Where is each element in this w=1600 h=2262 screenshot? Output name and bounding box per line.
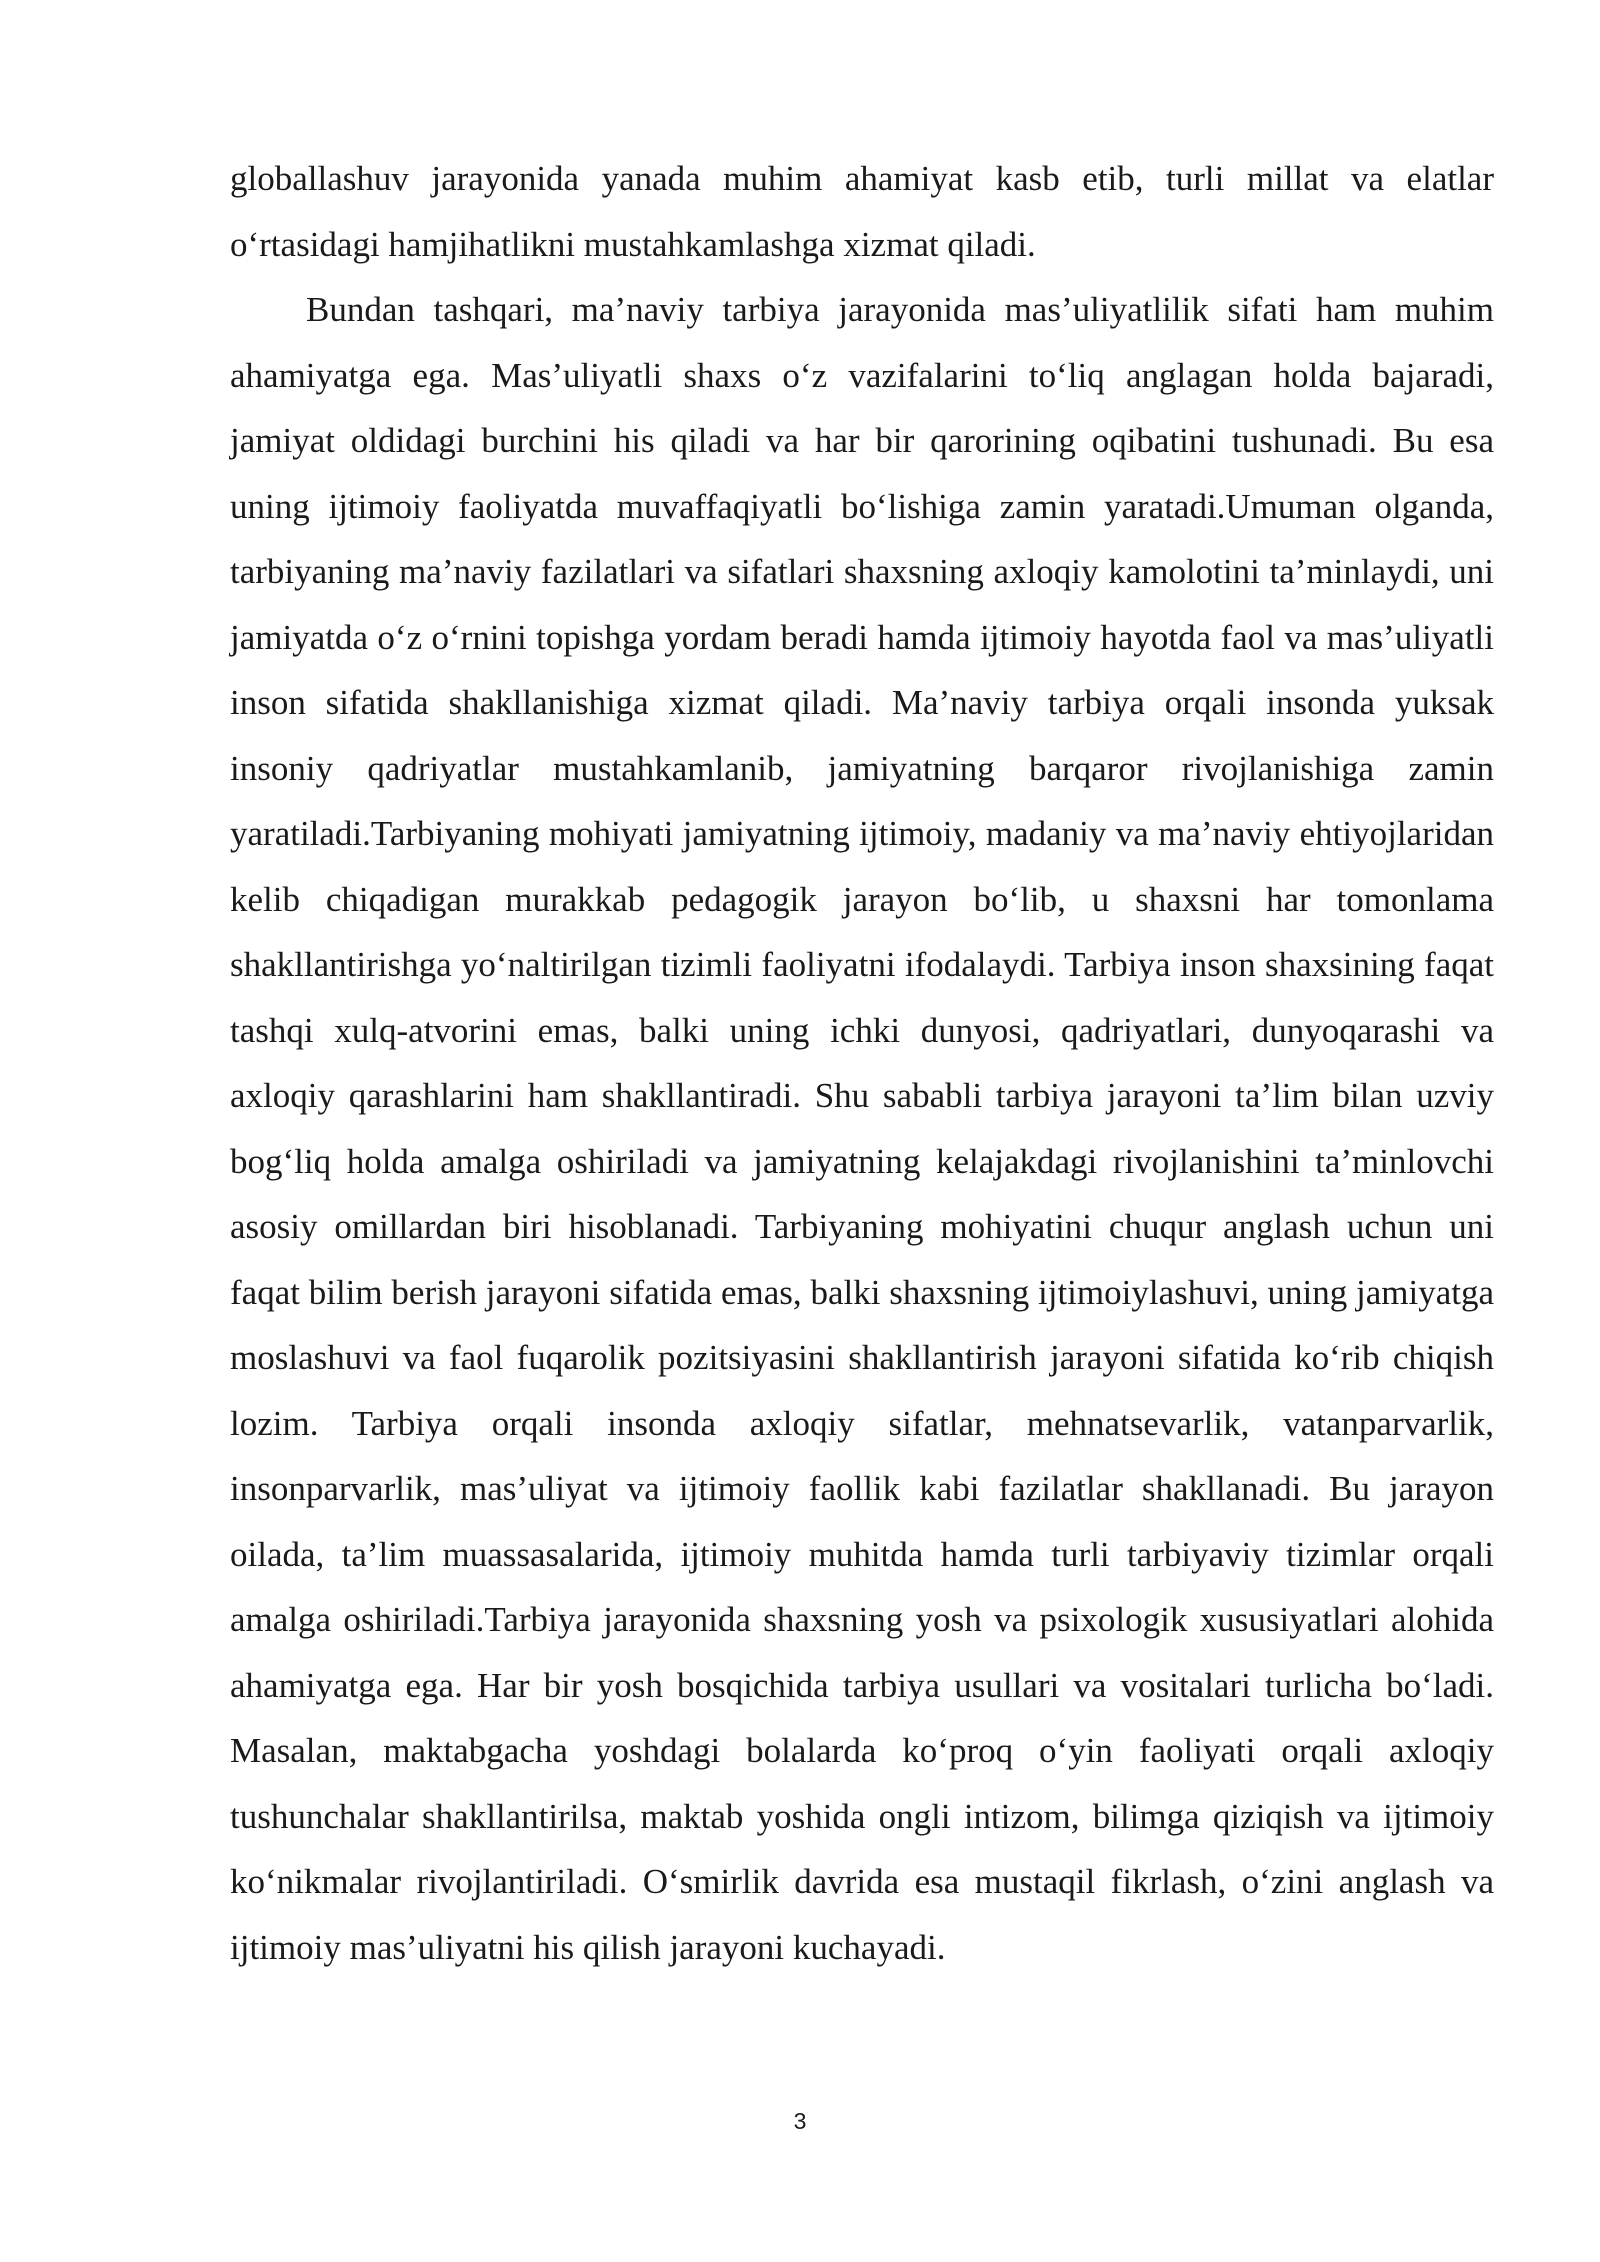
paragraph-continuation: globallashuv jarayonida yanada muhim ahamiyat kasb etib, turli millat va elatlar o‘rtasidagi hamjihatlikni mustahkamlashga xizmat qiladi. xyxy=(230,159,1494,264)
paragraph-main: Bundan tashqari, ma’naviy tarbiya jarayonida mas’uliyatlilik sifati ham muhim ahamiyatga ega. Mas’uliyatli shaxs o‘z vazifalarini to‘liq anglagan holda bajaradi, jamiyat oldidagi burchini his qiladi va har bir qarorining oqibatini tushunadi. Bu esa uning ijtimoiy faoliyatda muvaffaqiyatli bo‘lishiga zamin yaratadi.Umuman olganda, tarbiyaning ma’naviy fazilatlari va sifatlari shaxsning axloqiy kamolotini ta’minlaydi, uni jamiyatda o‘z o‘rnini topishga yordam beradi hamda ijtimoiy hayotda faol va mas’uliyatli inson sifatida shakllanishiga xizmat qiladi. Ma’naviy tarbiya orqali insonda yuksak insoniy qadriyatlar mustahkamlanib, jamiyatning barqaror rivojlanishiga zamin yaratiladi.Tarbiyaning mohiyati jamiyatning ijtimoiy, madaniy va ma’naviy ehtiyojlaridan kelib chiqadigan murakkab pedagogik jarayon bo‘lib, u shaxsni har tomonlama shakllantirishga yo‘naltirilgan tizimli faoliyatni ifodalaydi. Tarbiya inson shaxsining faqat tashqi xulq-atvorini emas, balki uning ichki dunyosi, qadriyatlari, dunyoqarashi va axloqiy qarashlarini ham shakllantiradi. Shu sababli tarbiya jarayoni ta’lim bilan uzviy bog‘liq holda amalga oshiriladi va jamiyatning kelajakdagi rivojlanishini ta’minlovchi asosiy omillardan biri hisoblanadi. Tarbiyaning mohiyatini chuqur anglash uchun uni faqat bilim berish jarayoni sifatida emas, balki shaxsning ijtimoiylashuvi, uning jamiyatga moslashuvi va faol fuqarolik pozitsiyasini shakllantirish jarayoni sifatida ko‘rib chiqish lozim. Tarbiya orqali insonda axloqiy sifatlar, mehnatsevarlik, vatanparvarlik, insonparvarlik, mas’uliyat va ijtimoiy faollik kabi fazilatlar shakllanadi. Bu jarayon oilada, ta’lim muassasalarida, ijtimoiy muhitda hamda turli tarbiyaviy tizimlar orqali amalga oshiriladi.Tarbiya jarayonida shaxsning yosh va psixologik xususiyatlari alohida ahamiyatga ega. Har bir yosh bosqichida tarbiya usullari va vositalari turlicha bo‘ladi. Masalan, maktabgacha yoshdagi bolalarda ko‘proq o‘yin faoliyati orqali axloqiy tushunchalar shakllantirilsa, maktab yoshida ongli intizom, bilimga qiziqish va ijtimoiy ko‘nikmalar rivojlantiriladi. O‘smirlik davrida esa mustaqil fikrlash, o‘zini anglash va ijtimoiy mas’uliyatni his qilish jarayoni kuchayadi. xyxy=(230,290,1494,1967)
page-number: 3 xyxy=(793,2108,807,2134)
body-text xyxy=(230,146,1494,1980)
